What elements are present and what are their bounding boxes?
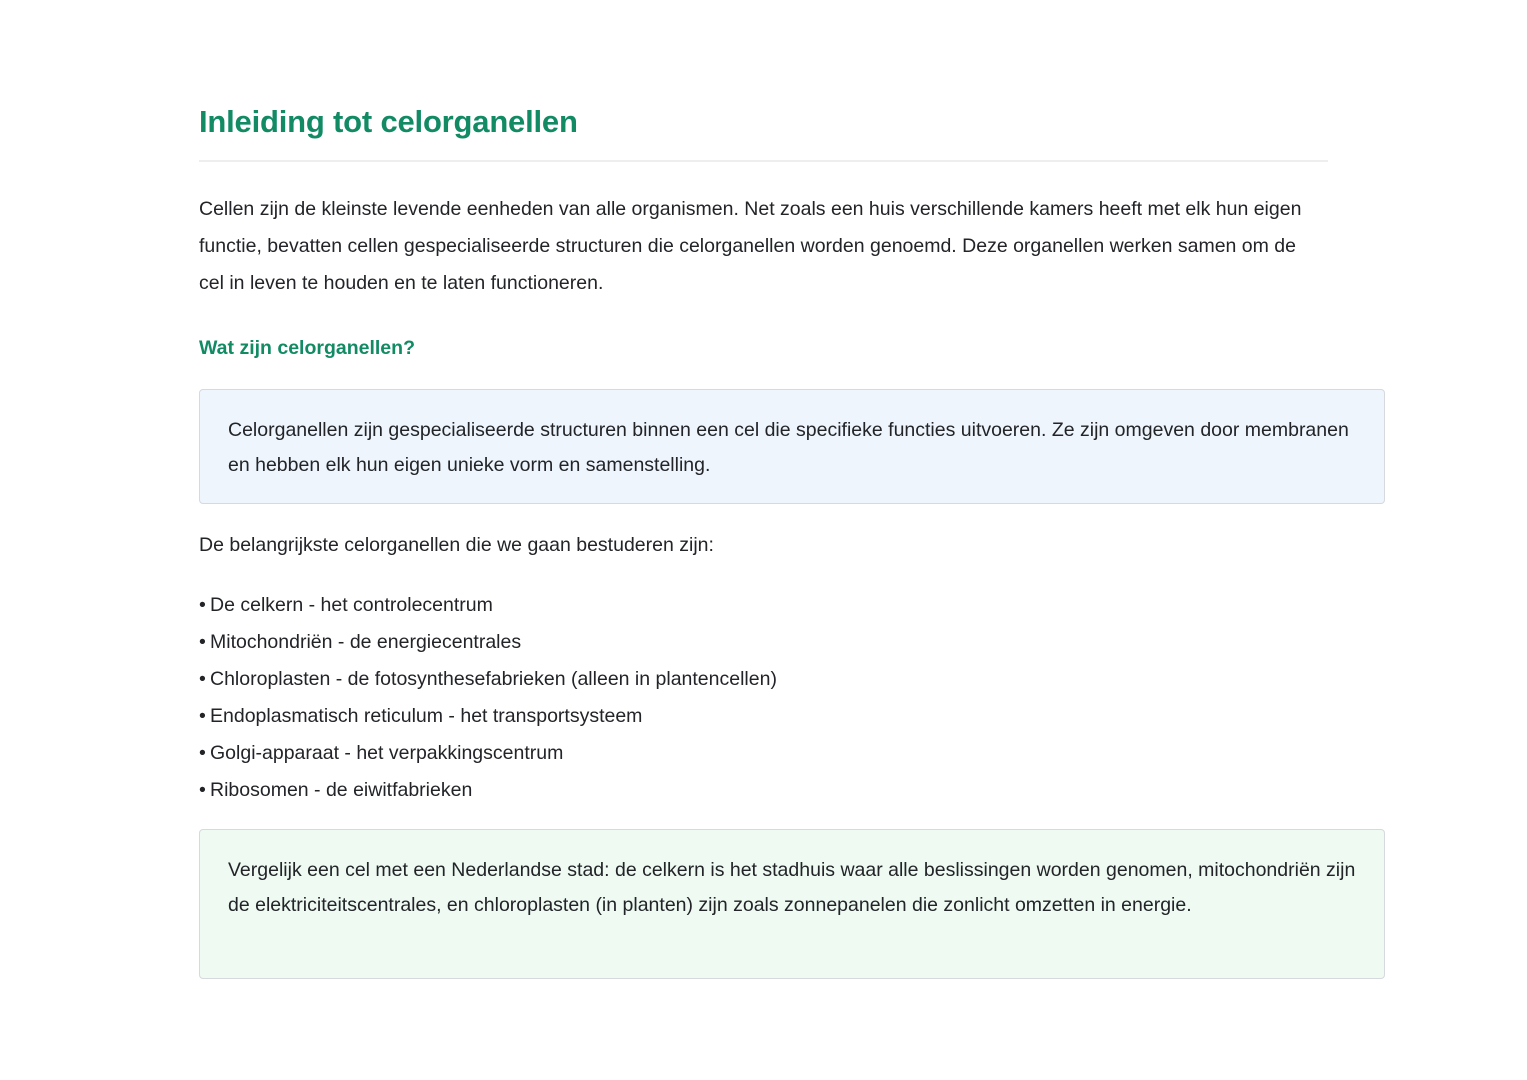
list-item-text: Chloroplasten - de fotosynthesefabrieken (alleen in plantencellen) (210, 668, 777, 690)
title-divider (199, 160, 1328, 162)
bullet-icon: • (199, 705, 206, 727)
list-item-text: De celkern - het controlecentrum (210, 594, 493, 616)
list-item (199, 698, 777, 735)
list-item (199, 772, 777, 809)
list-item-text: Golgi-apparaat - het verpakkingscentrum (210, 742, 564, 764)
definition-text: Celorganellen zijn gespecialiseerde structuren binnen een cel die specifieke functies uitvoeren. Ze zijn omgeven door membranen en hebben elk hun eigen unieke vorm en samenstelling. (228, 419, 1349, 476)
bullet-icon: • (199, 742, 206, 764)
list-item-text: Endoplasmatisch reticulum - het transportsysteem (210, 705, 643, 727)
intro-paragraph: Cellen zijn de kleinste levende eenheden van alle organismen. Net zoals een huis verschillende kamers heeft met elk hun eigen functie, bevatten cellen gespecialiseerde structuren die celorganellen worden genoemd. Deze organellen werken samen om de cel in leven te houden en te laten functioneren. (199, 198, 1302, 294)
page-title: Inleiding tot celorganellen (199, 104, 578, 139)
bullet-icon: • (199, 668, 206, 690)
list-item (199, 661, 777, 698)
section-heading: Wat zijn celorganellen? (199, 337, 415, 359)
analogy-box (199, 829, 1385, 979)
bullet-icon: • (199, 631, 206, 653)
analogy-text: Vergelijk een cel met een Nederlandse stad: de celkern is het stadhuis waar alle beslissingen worden genomen, mitochondriën zijn de elektriciteitscentrales, en chloroplasten (in planten) zijn zoals zonnepanelen die zonlicht omzetten in energie. (228, 859, 1356, 916)
list-item (199, 624, 777, 661)
list-lead-text: De belangrijkste celorganellen die we gaan bestuderen zijn: (199, 534, 714, 556)
bullet-icon: • (199, 594, 206, 616)
bullet-icon: • (199, 779, 206, 801)
definition-box (199, 389, 1385, 504)
organelle-list (199, 587, 777, 809)
list-item-text: Mitochondriën - de energiecentrales (210, 631, 522, 653)
list-item (199, 587, 777, 624)
list-item-text: Ribosomen - de eiwitfabrieken (210, 779, 473, 801)
list-item (199, 735, 777, 772)
